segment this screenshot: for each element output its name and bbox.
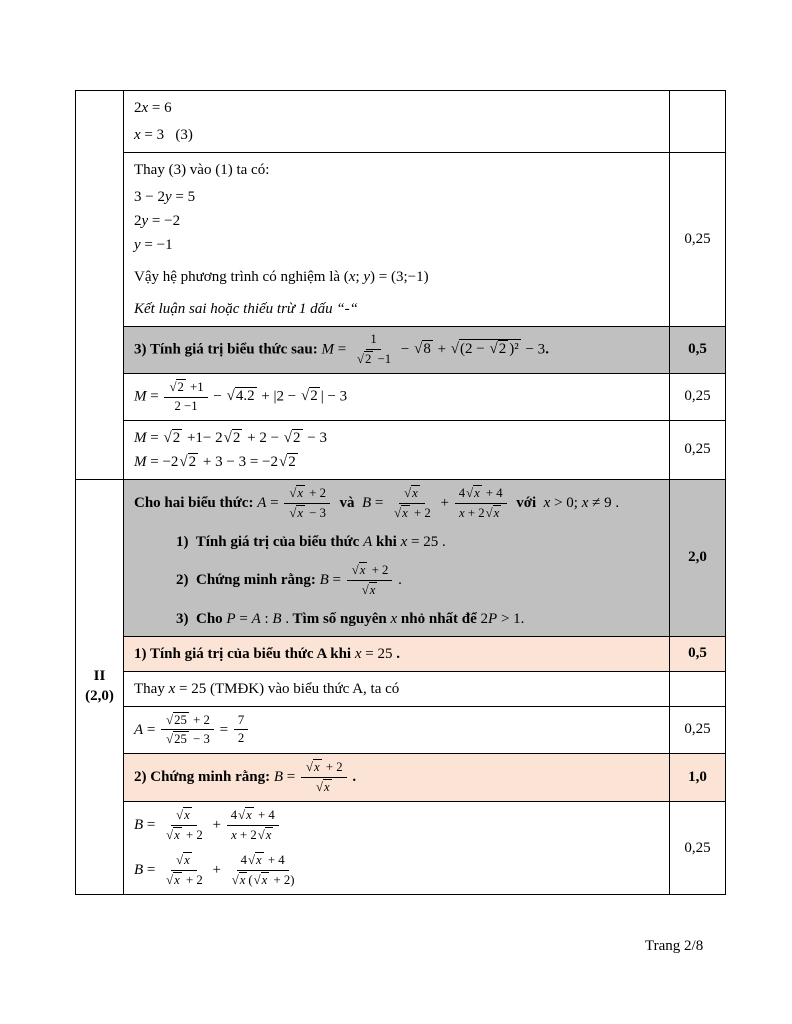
question-label-cell bbox=[76, 479, 124, 894]
radical-icon: √ bbox=[176, 808, 184, 823]
content-line: x = 3 (3) bbox=[134, 127, 193, 143]
square-root: √ 2 bbox=[356, 351, 372, 366]
answer-content-cell bbox=[124, 373, 670, 420]
square-root: √ 4.2 bbox=[226, 388, 255, 405]
fraction: √ 2 +1 2 −1 bbox=[164, 379, 207, 415]
radical-icon: √ bbox=[289, 505, 297, 520]
content-line: y = −1 bbox=[134, 237, 173, 253]
table-row bbox=[76, 153, 726, 327]
points-cell: 0,25 bbox=[670, 706, 726, 754]
square-root: √ 25 bbox=[166, 732, 187, 747]
radical-icon: √ bbox=[248, 853, 255, 868]
content-line: B = √ x √ x + 2 + 4 √ x + 4 √ x ( √ x + 2) bbox=[134, 852, 659, 889]
fraction: 4 √ x + 4 √ x ( √ x + 2) bbox=[231, 853, 295, 888]
table-row bbox=[76, 373, 726, 420]
question-label-line: (2,0) bbox=[85, 687, 114, 704]
radical-icon: √ bbox=[223, 429, 232, 446]
points-cell: 0,5 bbox=[670, 636, 726, 671]
square-root: √ x bbox=[166, 873, 180, 888]
content-line: 3 − 2y = 5 bbox=[134, 189, 196, 205]
square-root: √ 25 bbox=[166, 712, 187, 727]
fraction: √ x + 2 √ x bbox=[301, 759, 347, 796]
radical-icon: √ bbox=[466, 485, 474, 500]
square-root: √ x bbox=[351, 562, 366, 577]
radical-icon: √ bbox=[404, 485, 412, 500]
grading-rubric-table bbox=[75, 90, 726, 895]
radical-icon: √ bbox=[253, 873, 261, 888]
document-page bbox=[75, 90, 725, 895]
radical-icon: √ bbox=[394, 505, 402, 520]
square-root: √ x bbox=[253, 873, 268, 888]
points-cell bbox=[670, 91, 726, 153]
content-line: Vậy hệ phương trình có nghiệm là (x; y) = (3;−1) bbox=[134, 269, 429, 285]
radical-icon: √ bbox=[238, 808, 246, 823]
points-cell: 0,25 bbox=[670, 373, 726, 420]
square-root: √ 2 bbox=[179, 453, 197, 470]
radical-icon: √ bbox=[289, 485, 297, 500]
answer-content-cell bbox=[124, 327, 670, 374]
radical-icon: √ bbox=[169, 379, 177, 394]
answer-content-cell bbox=[124, 91, 670, 153]
radical-icon: √ bbox=[306, 760, 313, 775]
square-root: √ 2 bbox=[489, 341, 507, 358]
square-root: √ x bbox=[176, 808, 190, 823]
content-line: 2y = −2 bbox=[134, 213, 181, 229]
radical-icon: √ bbox=[166, 732, 174, 747]
content-line: 2x = 6 bbox=[134, 100, 172, 116]
answer-content-cell bbox=[124, 479, 670, 636]
radical-icon: √ bbox=[489, 341, 498, 358]
radical-icon: √ bbox=[315, 780, 323, 795]
page-footer: Trang 2/8 bbox=[645, 938, 704, 954]
square-root: √ x bbox=[485, 505, 500, 520]
content-line: 2) Chứng minh rằng: B = √ x + 2 √ x . bbox=[176, 562, 402, 597]
table-row bbox=[76, 636, 726, 671]
square-root: √ x bbox=[289, 505, 303, 520]
radical-icon: √ bbox=[356, 351, 364, 366]
fraction: √ x √ x + 2 bbox=[394, 485, 431, 520]
answer-content-cell bbox=[124, 636, 670, 671]
radical-icon: √ bbox=[485, 505, 493, 520]
table-row bbox=[76, 754, 726, 802]
radical-icon: √ bbox=[300, 388, 310, 405]
content-line: M = √ 2 +1− 2 √ 2 + 2 − √ 2 − 3 bbox=[134, 429, 327, 446]
content-line: 1) Tính giá trị của biểu thức A khi x = 25 . bbox=[176, 533, 446, 550]
content-line: A = √ 25 + 2 √ 25 − 3 = $\frac{7}{2}$ bbox=[134, 712, 659, 749]
answer-content-cell bbox=[124, 420, 670, 479]
content-line: 1) Tính giá trị của biểu thức A khi x = 25 . bbox=[134, 645, 400, 662]
fraction: $\frac{7}{2}$ bbox=[234, 713, 248, 748]
points-cell: 2,0 bbox=[670, 479, 726, 636]
square-root: √ x bbox=[466, 485, 480, 500]
square-root: √ 2 bbox=[283, 429, 301, 446]
square-root: √ 2 bbox=[300, 388, 318, 405]
square-root: √ (2 − √ 2 )² bbox=[450, 341, 519, 358]
content-line: Kết luận sai hoặc thiếu trừ 1 dấu “-“ bbox=[134, 301, 359, 317]
square-root: √ 2 bbox=[279, 453, 296, 470]
answer-content-cell bbox=[124, 754, 670, 802]
radical-icon: √ bbox=[166, 873, 174, 888]
content-line: B = √ x √ x + 2 + 4 √ x + 4 x + 2 √ x bbox=[134, 807, 659, 844]
radical-icon: √ bbox=[257, 828, 265, 843]
square-root: √ x bbox=[306, 760, 320, 775]
points-cell bbox=[670, 671, 726, 706]
radical-icon: √ bbox=[166, 712, 174, 727]
content-line: 2) Chứng minh rằng: B = √ x + 2 √ x . bbox=[134, 760, 357, 795]
fraction: 4 √ x + 4 x + 2 √ x bbox=[455, 485, 507, 522]
square-root: √ 2 bbox=[163, 429, 181, 446]
radical-icon: √ bbox=[279, 453, 288, 470]
square-root: √ x bbox=[394, 505, 408, 520]
fraction: √ x + 2 √ x bbox=[347, 562, 393, 599]
table-row bbox=[76, 420, 726, 479]
square-root: √ 2 bbox=[169, 379, 184, 394]
table-row bbox=[76, 479, 726, 636]
fraction: 1 √ 2 −1 bbox=[356, 332, 392, 366]
table-row bbox=[76, 706, 726, 754]
fraction: √ x √ x + 2 bbox=[166, 853, 203, 888]
points-cell: 0,25 bbox=[670, 802, 726, 895]
question-label-line: II bbox=[93, 668, 106, 685]
fraction: √ x + 2 √ x − 3 bbox=[284, 485, 330, 522]
table-row bbox=[76, 91, 726, 153]
points-cell: 1,0 bbox=[670, 754, 726, 802]
square-root: √ x bbox=[166, 828, 180, 843]
radical-icon: √ bbox=[283, 429, 293, 446]
square-root: √ x bbox=[315, 780, 330, 795]
content-line: M = −2 √ 2 + 3 − 3 = −2 √ 2 bbox=[134, 453, 296, 470]
square-root: √ x bbox=[176, 853, 190, 868]
answer-content-cell bbox=[124, 153, 670, 327]
radical-icon: √ bbox=[163, 429, 172, 446]
square-root: √ x bbox=[404, 485, 418, 500]
radical-icon: √ bbox=[179, 453, 188, 470]
square-root: √ x bbox=[289, 485, 303, 500]
answer-content-cell bbox=[124, 706, 670, 754]
square-root: √ x bbox=[238, 808, 252, 823]
points-cell: 0,25 bbox=[670, 420, 726, 479]
fraction: √ x √ x + 2 bbox=[166, 808, 203, 843]
points-cell: 0,25 bbox=[670, 153, 726, 327]
square-root: √ x bbox=[248, 853, 262, 868]
content-line: Cho hai biểu thức: A = √ x + 2 √ x − 3 và B = √ x √ x + 2 + 4 √ x + 4 x + 2 √ x với x > 0; x ≠ 9 . bbox=[134, 485, 620, 520]
table-row bbox=[76, 671, 726, 706]
square-root: √ x bbox=[231, 873, 246, 888]
points-cell: 0,5 bbox=[670, 327, 726, 374]
radical-icon: √ bbox=[231, 873, 239, 888]
content-line: 3) Cho P = A : B . Tìm số nguyên x nhỏ nhất để 2P > 1. bbox=[176, 610, 525, 627]
square-root: √ 8 bbox=[414, 341, 431, 358]
radical-icon: √ bbox=[351, 562, 359, 577]
radical-icon: √ bbox=[226, 388, 235, 405]
content-line: Thay (3) vào (1) ta có: bbox=[134, 162, 270, 178]
fraction: 4 √ x + 4 x + 2 √ x bbox=[227, 807, 279, 844]
answer-content-cell bbox=[124, 802, 670, 895]
table-row bbox=[76, 327, 726, 374]
content-line: M = √ 2 +1 2 −1 − √ 4.2 + |2 − √ 2 | − 3 bbox=[134, 379, 348, 413]
content-line: 3) Tính giá trị biểu thức sau: M = 1 √ 2 −1 − √ 8 + √ (2 − √ 2 )² − 3. bbox=[134, 332, 549, 366]
table-row bbox=[76, 802, 726, 895]
answer-content-cell bbox=[124, 671, 670, 706]
square-root: √ x bbox=[257, 828, 272, 843]
square-root: √ x bbox=[361, 582, 376, 597]
content-line: Thay x = 25 (TMĐK) vào biểu thức A, ta có bbox=[134, 680, 400, 697]
radical-icon: √ bbox=[361, 582, 369, 597]
rubric-table-body bbox=[76, 91, 726, 895]
question-label-cell bbox=[76, 91, 124, 480]
square-root: √ 2 bbox=[223, 429, 241, 446]
radical-icon: √ bbox=[166, 828, 174, 843]
radical-icon: √ bbox=[414, 341, 423, 358]
fraction: √ 25 + 2 √ 25 − 3 bbox=[161, 712, 214, 749]
radical-icon: √ bbox=[450, 341, 460, 358]
radical-icon: √ bbox=[176, 853, 184, 868]
